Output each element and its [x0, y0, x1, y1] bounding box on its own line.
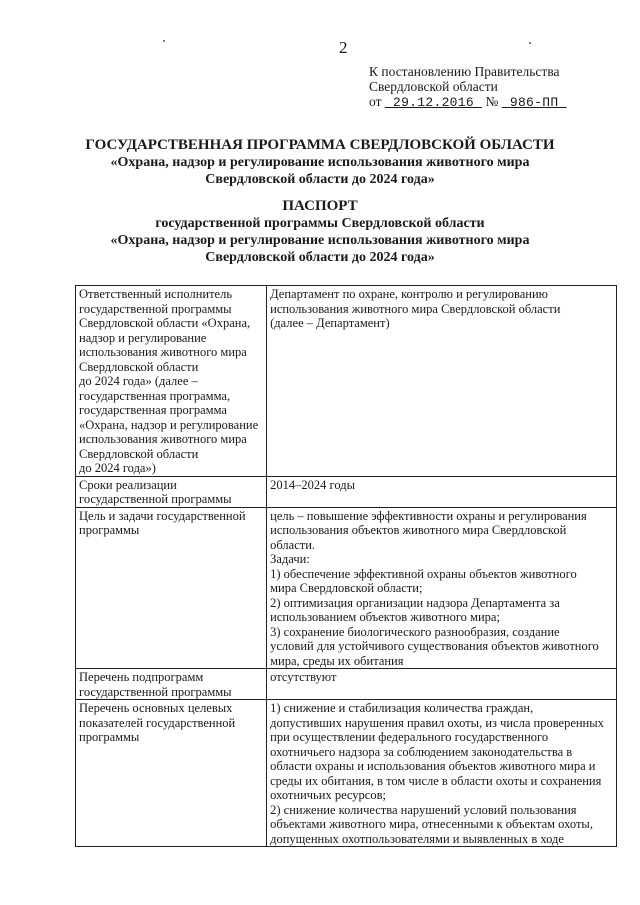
row-label-line: государственная программа, — [79, 388, 231, 403]
row-value-line: охотничьих ресурсов; — [270, 788, 386, 802]
row-label-line: до 2024 года» (далее – — [79, 374, 198, 388]
row-label-line: государственной программы — [79, 492, 232, 506]
row-value-line: 2014–2024 годы — [270, 477, 355, 492]
row-value-line: цель – повышение эффективности охраны и регулирования — [270, 508, 587, 523]
row-label-line: Цель и задачи государственной — [79, 508, 246, 523]
row-label-line: программы — [79, 523, 140, 537]
scan-speck — [163, 40, 165, 42]
row-label-line: Ответственный исполнитель — [79, 287, 233, 301]
row-label-line: «Охрана, надзор и регулирование — [79, 417, 259, 432]
row-value-line: отсутствуют — [270, 670, 337, 684]
number-sign: № — [485, 94, 499, 109]
row-value-line: мира Свердловской области; — [270, 581, 423, 595]
row-label — [76, 700, 267, 847]
row-value-line: Задачи: — [270, 552, 310, 566]
passport-title-line: «Охрана, надзор и регулирование использования животного мира — [110, 233, 530, 248]
table-row — [76, 700, 617, 847]
row-label — [76, 669, 267, 700]
row-value-line: использования объектов животного мира Свердловской — [270, 523, 567, 537]
row-label-line: Перечень основных целевых — [79, 701, 233, 715]
row-value-line: мира, среды их обитания — [270, 653, 404, 668]
row-value-line: допущенных охотпользователями и выявленных в ходе — [270, 831, 564, 846]
row-label-line: надзор и регулирование — [79, 330, 207, 345]
row-label — [76, 507, 267, 669]
row-value-line: 2) снижение количества нарушений условий пользования — [270, 802, 577, 817]
row-value-line: охотничьего надзора за соблюдением законодательства в — [270, 744, 573, 759]
attachment-line: К постановлению Правительства — [369, 64, 560, 79]
row-value-line: использования животного мира Свердловской области — [270, 301, 561, 316]
row-value-line: использованием объектов животного мира; — [270, 610, 500, 624]
row-label-line: использования животного мира — [79, 432, 247, 446]
table-row — [76, 286, 617, 477]
row-value — [267, 700, 617, 847]
program-title — [0, 137, 640, 188]
passport-title-line: государственной программы Свердловской области — [155, 216, 485, 231]
row-value-line: при осуществлении федерального государственного — [270, 730, 549, 744]
row-value-line: (далее – Департамент) — [270, 316, 390, 330]
row-value — [267, 669, 617, 700]
row-value-line: 2) оптимизация организации надзора Департамента за — [270, 595, 560, 610]
attachment-date-line — [369, 94, 567, 110]
table-row — [76, 669, 617, 700]
from-label: от — [369, 94, 382, 109]
row-label-line: показателей государственной — [79, 715, 236, 730]
program-title-line: ГОСУДАРСТВЕННАЯ ПРОГРАММА СВЕРДЛОВСКОЙ ОБЛАСТИ — [85, 137, 555, 153]
decree-number: 986-ПП — [509, 95, 559, 110]
row-label-line: Свердловской области — [79, 446, 199, 461]
row-value-line: среды их обитания, в том числе в области охоты и сохранения — [270, 773, 602, 788]
row-value-line: 1) обеспечение эффективной охраны объектов животного — [270, 566, 577, 581]
row-label-line: государственной программы — [79, 301, 232, 316]
decree-date: 29.12.2016 — [392, 95, 474, 110]
row-label — [76, 476, 267, 507]
row-value-line: 3) сохранение биологического разнообразия, создание — [270, 624, 560, 639]
row-value — [267, 286, 617, 477]
row-label-line: Перечень подпрограмм — [79, 670, 204, 684]
row-value-line: условий для устойчивого существования объектов животного — [270, 639, 599, 653]
row-value — [267, 476, 617, 507]
row-value-line: области. — [270, 537, 316, 552]
row-value-line: объектами животного мира, отнесенными к объектам охоты, — [270, 817, 593, 831]
row-label-line: до 2024 года») — [79, 461, 156, 475]
program-title-line: «Охрана, надзор и регулирование использования животного мира — [110, 155, 530, 170]
table-row — [76, 476, 617, 507]
attachment-note — [369, 64, 567, 110]
row-label-line: государственная программа — [79, 403, 227, 417]
passport-table — [75, 285, 617, 847]
row-label-line: Свердловской области «Охрана, — [79, 316, 251, 330]
row-value-line: 1) снижение и стабилизация количества граждан, — [270, 701, 534, 715]
attachment-line: Свердловской области — [369, 79, 498, 94]
passport-heading — [0, 198, 640, 266]
row-label — [76, 286, 267, 477]
row-value — [267, 507, 617, 669]
table-row — [76, 507, 617, 669]
row-label-line: Свердловской области — [79, 359, 199, 374]
row-label-line: Сроки реализации — [79, 477, 177, 492]
scan-speck — [529, 42, 531, 44]
row-label-line: использования животного мира — [79, 345, 247, 359]
row-label-line: программы — [79, 730, 140, 744]
passport-title-line: ПАСПОРТ — [282, 198, 358, 214]
program-title-line: Свердловской области до 2024 года» — [205, 172, 435, 187]
row-value-line: области охраны и использования объектов животного мира и — [270, 759, 596, 773]
passport-title-line: Свердловской области до 2024 года» — [205, 250, 435, 265]
row-value-line: Департамент по охране, контролю и регулированию — [270, 287, 549, 301]
page-number: 2 — [339, 38, 348, 57]
row-label-line: государственной программы — [79, 684, 232, 699]
row-value-line: допустивших нарушения правил охоты, из числа проверенных — [270, 715, 604, 730]
